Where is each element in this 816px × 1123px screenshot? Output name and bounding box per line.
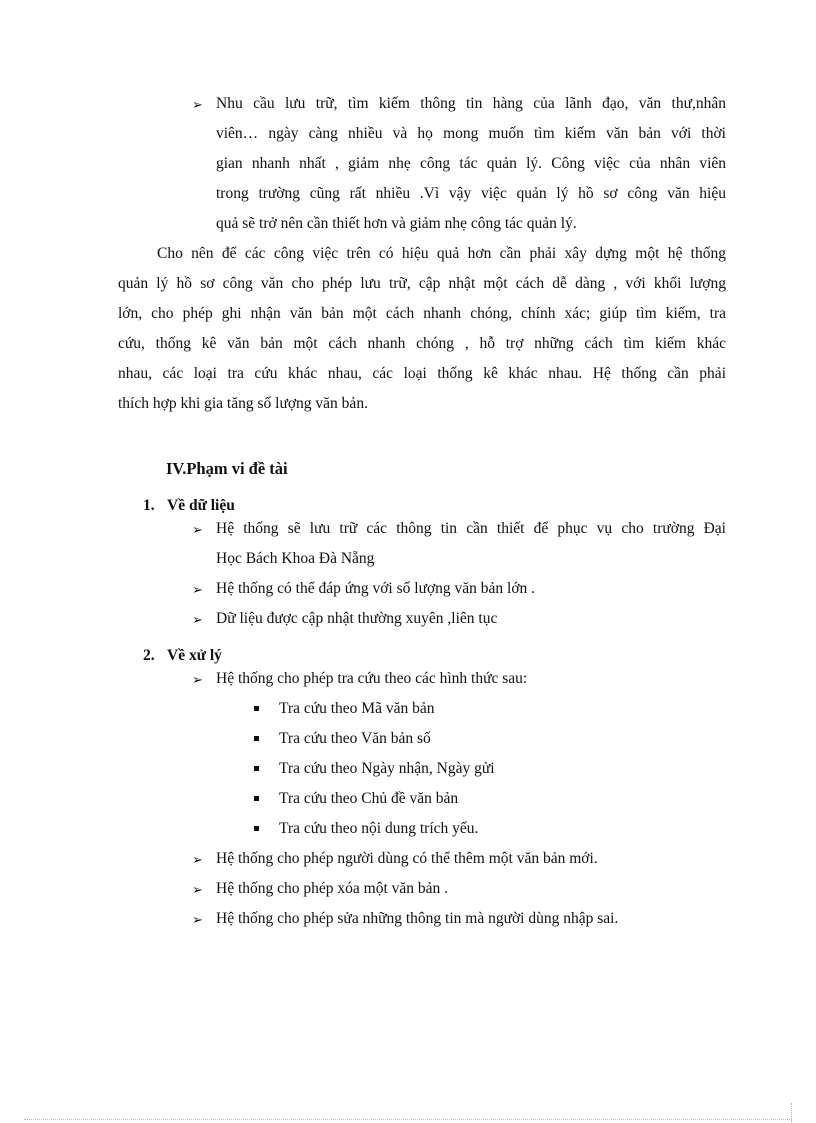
square-bullet-icon <box>254 736 259 741</box>
section2-intro: Hệ thống cho phép tra cứu theo các hình thức sau: <box>216 670 528 687</box>
arrowhead-bullet-icon: ➢ <box>192 852 203 867</box>
paragraph-line-1: Cho nên để các công việc trên có hiệu quả hơn cần phải xây dựng một hệ thống <box>157 245 726 262</box>
square-bullet-icon <box>254 706 259 711</box>
arrowhead-bullet-icon: ➢ <box>192 582 203 597</box>
section2-title: Về xử lý <box>167 647 222 664</box>
section2-bullet-2: Hệ thống cho phép xóa một văn bản . <box>216 880 449 897</box>
square-bullet-icon <box>254 796 259 801</box>
arrowhead-bullet-icon: ➢ <box>192 97 203 112</box>
page-bottom-rule <box>24 1119 792 1120</box>
paragraph-line-4: cứu, thống kê văn bản một cách nhanh chóng , hỗ trợ những cách tìm kiếm khác <box>118 335 726 352</box>
intro-bullet-line-1: Nhu cầu lưu trữ, tìm kiếm thông tin hàng của lãnh đạo, văn thư,nhân <box>216 95 726 112</box>
section2-bullet-3: Hệ thống cho phép sửa những thông tin mà người dùng nhập sai. <box>216 910 619 927</box>
arrowhead-bullet-icon: ➢ <box>192 672 203 687</box>
page-corner-rule <box>791 1103 792 1123</box>
arrowhead-bullet-icon: ➢ <box>192 912 203 927</box>
arrowhead-bullet-icon: ➢ <box>192 882 203 897</box>
section2-sub-item-1: Tra cứu theo Mã văn bản <box>279 700 435 717</box>
paragraph-line-6: thích hợp khi gia tăng số lượng văn bản. <box>118 395 368 412</box>
section1-bullet2: Hệ thống có thể đáp ứng với số lượng văn bản lớn . <box>216 580 536 597</box>
paragraph-line-2: quản lý hồ sơ công văn cho phép lưu trữ, cập nhật một cách dễ dàng , với khối lượng <box>118 275 726 292</box>
section1-title: Về dữ liệu <box>167 497 235 514</box>
section2-sub-item-4: Tra cứu theo Chủ đề văn bản <box>279 790 459 807</box>
intro-bullet-line-2: viên… ngày càng nhiều và họ mong muốn tìm kiếm văn bản với thời <box>216 125 726 142</box>
square-bullet-icon <box>254 766 259 771</box>
section2-sub-item-5: Tra cứu theo nội dung trích yếu. <box>279 820 479 837</box>
intro-bullet-line-4: trong trường cũng rất nhiều .Vì vậy việc quản lý hồ sơ công văn hiệu <box>216 185 726 202</box>
square-bullet-icon <box>254 826 259 831</box>
section1-bullet1-line1: Hệ thống sẽ lưu trữ các thông tin cần thiết để phục vụ cho trường Đại <box>216 520 726 537</box>
section1-number: 1. <box>143 497 155 514</box>
arrowhead-bullet-icon: ➢ <box>192 612 203 627</box>
intro-bullet-line-3: gian nhanh nhất , giảm nhẹ công tác quản lý. Công việc của nhân viên <box>216 155 726 172</box>
section2-bullet-1: Hệ thống cho phép người dùng có thể thêm một văn bản mới. <box>216 850 598 867</box>
section2-number: 2. <box>143 647 155 664</box>
arrowhead-bullet-icon: ➢ <box>192 522 203 537</box>
section1-bullet3: Dữ liệu được cập nhật thường xuyên ,liên tục <box>216 610 498 627</box>
section2-sub-item-2: Tra cứu theo Văn bản số <box>279 730 431 747</box>
paragraph-line-5: nhau, các loại tra cứu khác nhau, các loại thống kê khác nhau. Hệ thống cần phải <box>118 365 726 382</box>
section1-bullet1-line2: Học Bách Khoa Đà Nẵng <box>216 550 375 567</box>
section-heading: IV.Phạm vi đề tài <box>166 459 288 478</box>
paragraph-line-3: lớn, cho phép ghi nhận văn bản một cách nhanh chóng, chính xác; giúp tìm kiếm, tra <box>118 305 726 322</box>
section2-sub-item-3: Tra cứu theo Ngày nhận, Ngày gửi <box>279 760 495 777</box>
intro-bullet-line-5: quả sẽ trở nên cần thiết hơn và giảm nhẹ công tác quản lý. <box>216 215 577 232</box>
